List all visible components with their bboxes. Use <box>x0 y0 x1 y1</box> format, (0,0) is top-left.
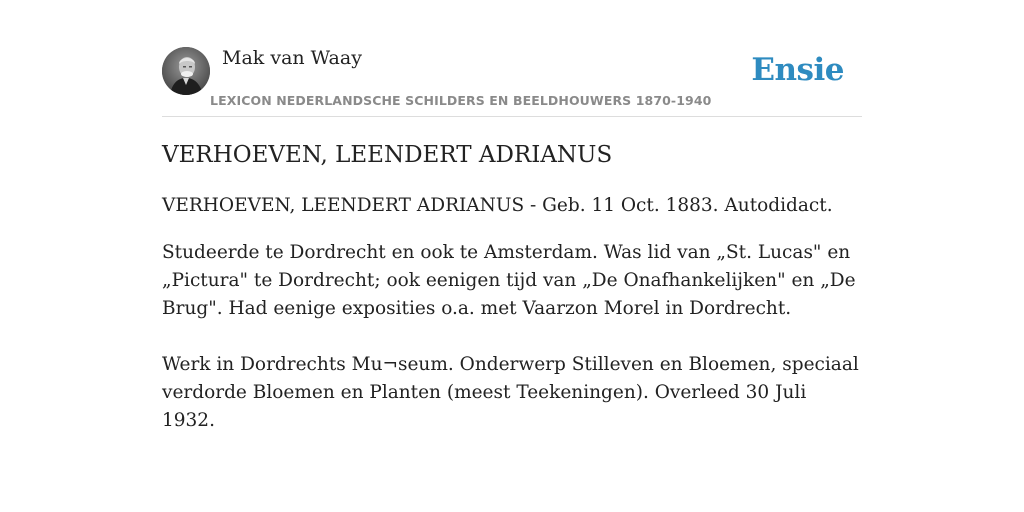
header <box>162 46 862 117</box>
article-paragraph: Werk in Dordrechts Mu¬seum. Onderwerp Stilleven en Bloemen, speciaal verdorde Bloemen en Planten (meest Teekeningen). Overleed 30 Juli 1932. <box>162 354 859 431</box>
article <box>162 140 862 435</box>
source-title[interactable]: LEXICON NEDERLANDSCHE SCHILDERS EN BEELDHOUWERS 1870-1940 <box>210 93 712 108</box>
brand-logo[interactable]: Ensie <box>751 52 844 88</box>
article-title: VERHOEVEN, LEENDERT ADRIANUS <box>162 142 613 168</box>
author-avatar[interactable] <box>162 47 210 95</box>
portrait-image <box>162 47 210 95</box>
article-paragraph: Studeerde te Dordrecht en ook te Amsterdam. Was lid van „St. Lucas" en „Pictura" te Dordrecht; ook eenigen tijd van „De Onafhankelijken" en „De Brug". Had eenige exposities o.a. met Vaarzon Morel in Dordrecht. <box>162 242 856 319</box>
author-name[interactable]: Mak van Waay <box>222 47 362 69</box>
article-paragraph: VERHOEVEN, LEENDERT ADRIANUS - Geb. 11 Oct. 1883. Autodidact. <box>162 195 833 216</box>
